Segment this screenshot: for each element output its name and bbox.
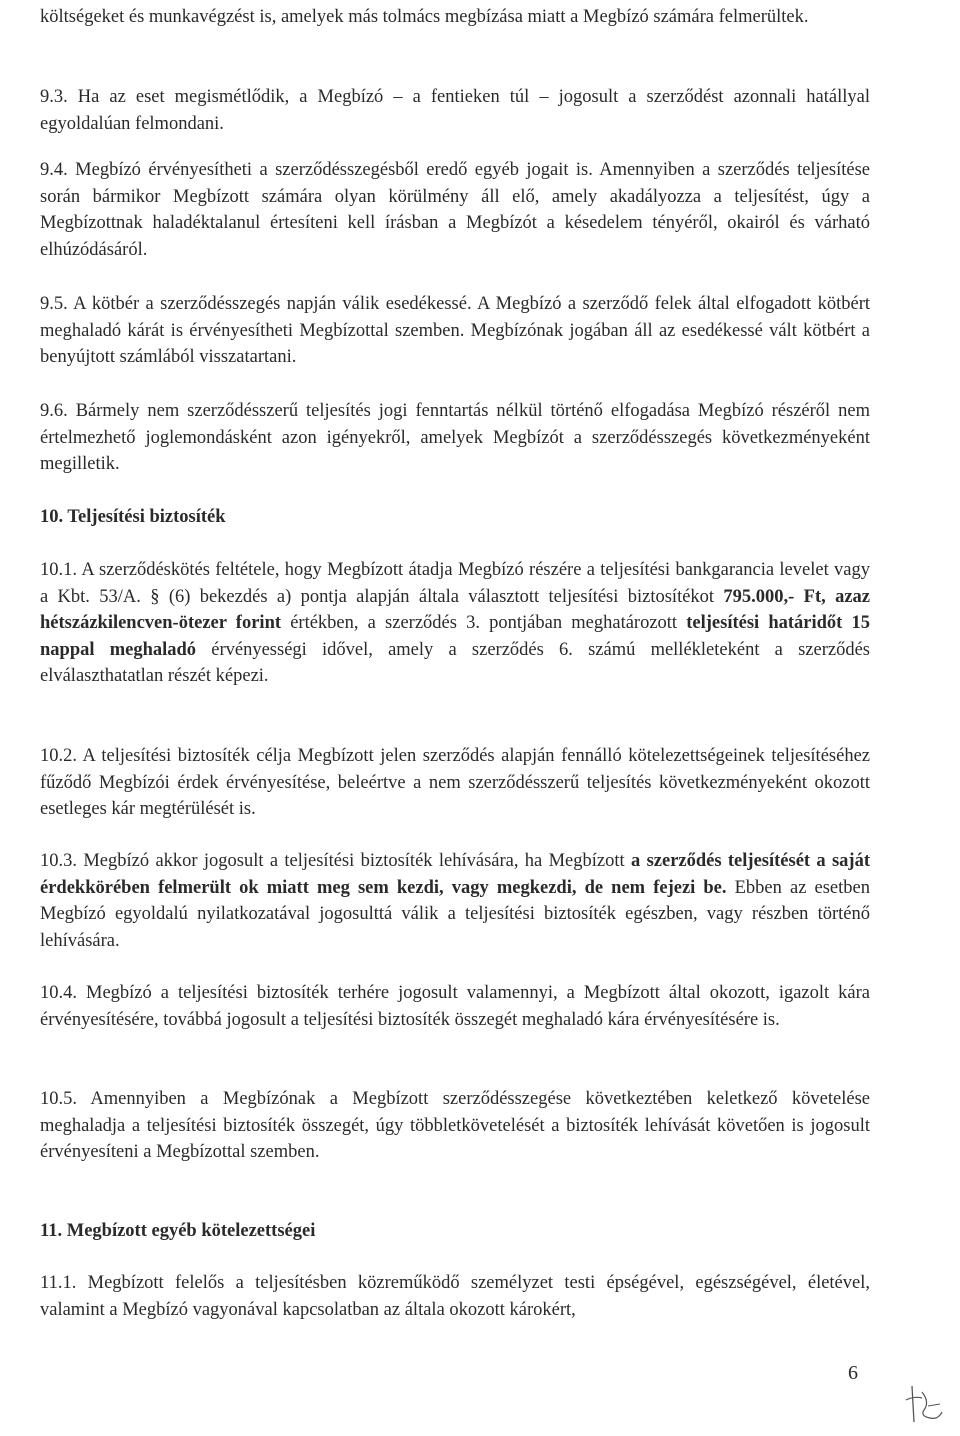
paragraph-text: Ha az eset megismétlődik, a Megbízó – a fentieken túl – jogosult a szerződést azonnali hatállyal egyoldalúan felmondani. xyxy=(40,87,870,134)
initials-signature-icon xyxy=(900,1378,950,1428)
paragraph-text: Amennyiben a Megbízónak a Megbízott szerződésszegése következtében keletkező követelése meghaladja a teljesítési biztosíték összegét, úgy többletkövetelését a biztosíték lehívását követően is jogosult érvényesíteni a Megbízottal szemben. xyxy=(40,1089,870,1162)
paragraph-11-1 xyxy=(40,1270,870,1323)
paragraph-number: 9.5. xyxy=(40,294,68,314)
paragraph-text: érvényességi idővel, amely a szerződés 6. számú mellékleteként a szerződés elválaszthatatlan részét képezi. xyxy=(40,639,870,686)
paragraph-number: 10.2. xyxy=(40,746,77,766)
paragraph-number: 9.3. xyxy=(40,87,68,107)
paragraph-10-5 xyxy=(40,1086,870,1166)
paragraph-number: 10.4. xyxy=(40,983,77,1003)
guarantee-amount: 795.000,- Ft, azaz hétszázkilencven-ötezer forint xyxy=(40,586,871,633)
section-heading-10: 10. Teljesítési biztosíték xyxy=(40,507,226,527)
validity-period: teljesítési határidőt 15 nappal meghaladó xyxy=(40,613,871,660)
paragraph-text: A kötbér a szerződésszegés napján válik esedékessé. A Megbízó a szerződő felek által elfogadott kötbért meghaladó kárát is érvényesítheti Megbízottal szemben. Megbízónak jogában áll az esedékessé vált kötbért a benyújtott számlából visszatartani. xyxy=(40,294,870,367)
paragraph-text: Bármely nem szerződésszerű teljesítés jogi fenntartás nélkül történő elfogadása Megbízó részéről nem értelmezhető joglemondásként azon igényekről, amelyek Megbízót a szerződésszegés következményeként megilletik. xyxy=(40,401,870,474)
paragraph-10-4 xyxy=(40,980,870,1033)
paragraph-number: 9.4. xyxy=(40,160,68,180)
paragraph-text: Megbízó akkor jogosult a teljesítési biztosíték lehívására, ha Megbízott xyxy=(83,851,631,871)
paragraph-number: 9.6. xyxy=(40,401,68,421)
paragraph-text: A szerződéskötés feltétele, hogy Megbízott átadja Megbízó részére a teljesítési bankgarancia levelet vagy a Kbt. 53/A. § (6) bekezdés a) pontja alapján általa választott teljesítési biztosítékot xyxy=(40,560,870,607)
paragraph-continuation: költségeket és munkavégzést is, amelyek más tolmács megbízása miatt a Megbízó számára felmerültek. xyxy=(40,7,809,27)
paragraph-bold-text: a szerződés teljesítését a saját érdekkörében felmerült ok miatt meg sem kezdi, vagy megkezdi, de nem fejezi be. xyxy=(40,851,870,898)
paragraph-number: 10.5. xyxy=(40,1089,77,1109)
section-heading-11: 11. Megbízott egyéb kötelezettségei xyxy=(40,1221,316,1241)
paragraph-9-6 xyxy=(40,398,870,478)
paragraph-9-3 xyxy=(40,84,870,137)
paragraph-9-4 xyxy=(40,157,870,263)
paragraph-text: A teljesítési biztosíték célja Megbízott jelen szerződés alapján fennálló kötelezettségeinek teljesítéséhez fűződő Megbízói érdek érvényesítése, beleértve a nem szerződésszerű teljesítés következményeként okozott esetleges kár megtérülését is. xyxy=(40,746,870,819)
paragraph-text: Ebben az esetben Megbízó egyoldalú nyilatkozatával jogosulttá válik a teljesítési biztosíték egészben, vagy részben történő lehívására. xyxy=(40,877,870,951)
paragraph-text: Megbízó a teljesítési biztosíték terhére jogosult valamennyi, a Megbízott által okozott, igazolt kára érvényesítésére, továbbá jogosult a teljesítési biztosíték összegét meghaladó kára érvényesítésére is. xyxy=(40,983,870,1030)
paragraph-10-1 xyxy=(40,557,870,690)
paragraph-number: 11.1. xyxy=(40,1273,77,1293)
paragraph-number: 10.3. xyxy=(40,851,77,871)
paragraph-9-5 xyxy=(40,291,870,371)
paragraph-number: 10.1. xyxy=(40,560,77,580)
page-number: 6 xyxy=(848,1362,858,1384)
paragraph-10-3 xyxy=(40,848,870,954)
paragraph-text: Megbízó érvényesítheti a szerződésszegésből eredő egyéb jogait is. Amennyiben a szerződés teljesítése során bármikor Megbízott számára olyan körülmény áll elő, amely akadályozza a teljesítést, úgy a Megbízottnak haladéktalanul értesíteni kell írásban a Megbízót a késedelem tényéről, okairól és várható elhúzódásáról. xyxy=(40,160,871,260)
paragraph-10-2 xyxy=(40,743,870,823)
paragraph-text: értékben, a szerződés 3. pontjában meghatározott xyxy=(281,613,687,633)
paragraph-text: Megbízott felelős a teljesítésben közreműködő személyzet testi épségével, egészségével, életével, valamint a Megbízó vagyonával kapcsolatban az általa okozott károkért, xyxy=(40,1273,870,1320)
